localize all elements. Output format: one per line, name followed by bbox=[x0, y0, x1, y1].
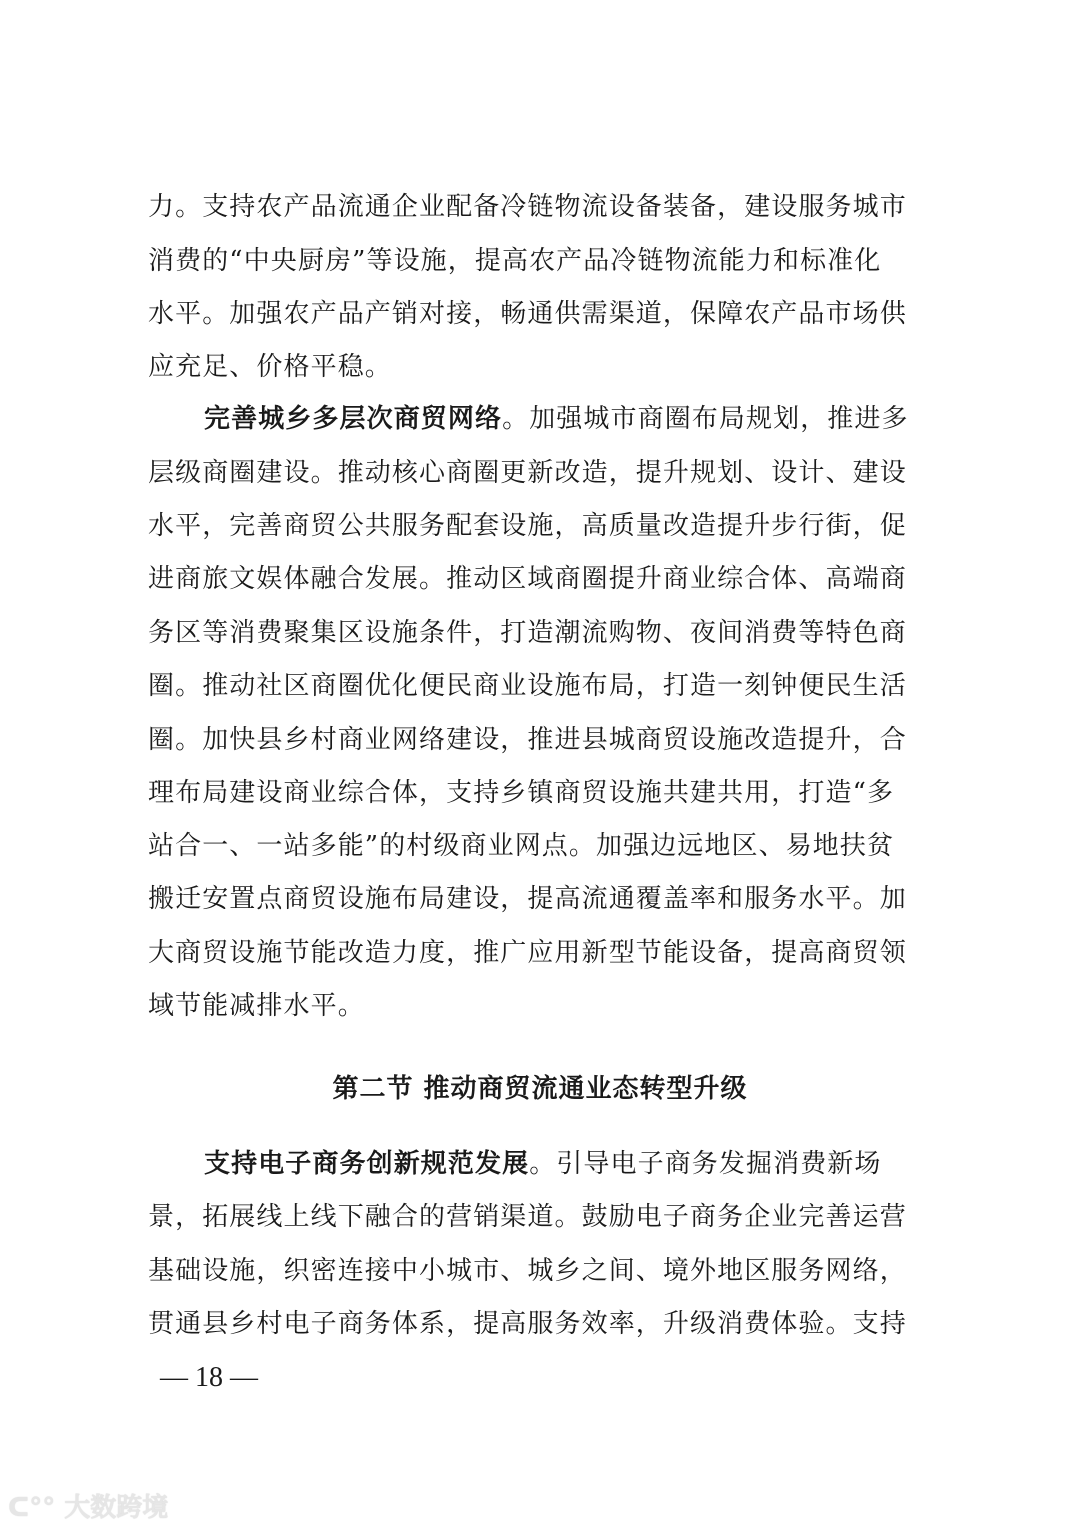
text-line: 水平，完善商贸公共服务配套设施，高质量改造提升步行街，促 bbox=[148, 511, 907, 541]
text-line: 搬迁安置点商贸设施布局建设，提高流通覆盖率和服务水平。加 bbox=[148, 884, 907, 914]
page-number: — 18 — bbox=[160, 1362, 258, 1393]
text-line: 力。支持农产品流通企业配备冷链物流设备装备，建设服务城市 bbox=[148, 192, 907, 222]
text-span: 。加强城市商圈布局规划，推进多 bbox=[502, 404, 909, 434]
paragraph-lead: 完善城乡多层次商贸网络 bbox=[204, 404, 503, 434]
text-line: 基础设施，织密连接中小城市、城乡之间、境外地区服务网络， bbox=[148, 1256, 907, 1286]
text-line: 圈。加快县乡村商业网络建设，推进县城商贸设施改造提升，合 bbox=[148, 725, 907, 755]
watermark-icon: ᑕ°° bbox=[8, 1493, 56, 1523]
paragraph-lead: 支持电子商务创新规范发展 bbox=[204, 1149, 530, 1179]
text-line: 大商贸设施节能改造力度，推广应用新型节能设备，提高商贸领 bbox=[148, 938, 907, 968]
text-line: 应充足、价格平稳。 bbox=[148, 352, 392, 382]
text-line: 进商旅文娱体融合发展。推动区域商圈提升商业综合体、高端商 bbox=[148, 564, 907, 594]
text-span: 。引导电子商务发掘消费新场 bbox=[529, 1149, 882, 1179]
text-line: 水平。加强农产品产销对接，畅通供需渠道，保障农产品市场供 bbox=[148, 299, 907, 329]
text-line bbox=[204, 1147, 948, 1181]
text-line: 域节能减排水平。 bbox=[148, 991, 365, 1021]
text-line bbox=[204, 402, 948, 436]
text-line: 景，拓展线上线下融合的营销渠道。鼓励电子商务企业完善运营 bbox=[148, 1202, 907, 1232]
text-line: 层级商圈建设。推动核心商圈更新改造，提升规划、设计、建设 bbox=[148, 458, 907, 488]
text-line: 圈。推动社区商圈优化便民商业设施布局，打造一刻钟便民生活 bbox=[148, 671, 907, 701]
text-line: 务区等消费聚集区设施条件，打造潮流购物、夜间消费等特色商 bbox=[148, 618, 907, 648]
text-line: 理布局建设商业综合体，支持乡镇商贸设施共建共用，打造“多 bbox=[148, 778, 895, 808]
text-line: 站合一、一站多能”的村级商业网点。加强边远地区、易地扶贫 bbox=[148, 831, 895, 861]
text-line: 贯通县乡村电子商务体系，提高服务效率，升级消费体验。支持 bbox=[148, 1309, 907, 1339]
watermark-text: 大数跨境 bbox=[64, 1493, 169, 1523]
text-line: 消费的“中央厨房”等设施，提高农产品冷链物流能力和标准化 bbox=[148, 246, 882, 276]
watermark-logo bbox=[8, 1487, 168, 1524]
section-heading: 第二节 推动商贸流通业态转型升级 bbox=[332, 1074, 748, 1104]
